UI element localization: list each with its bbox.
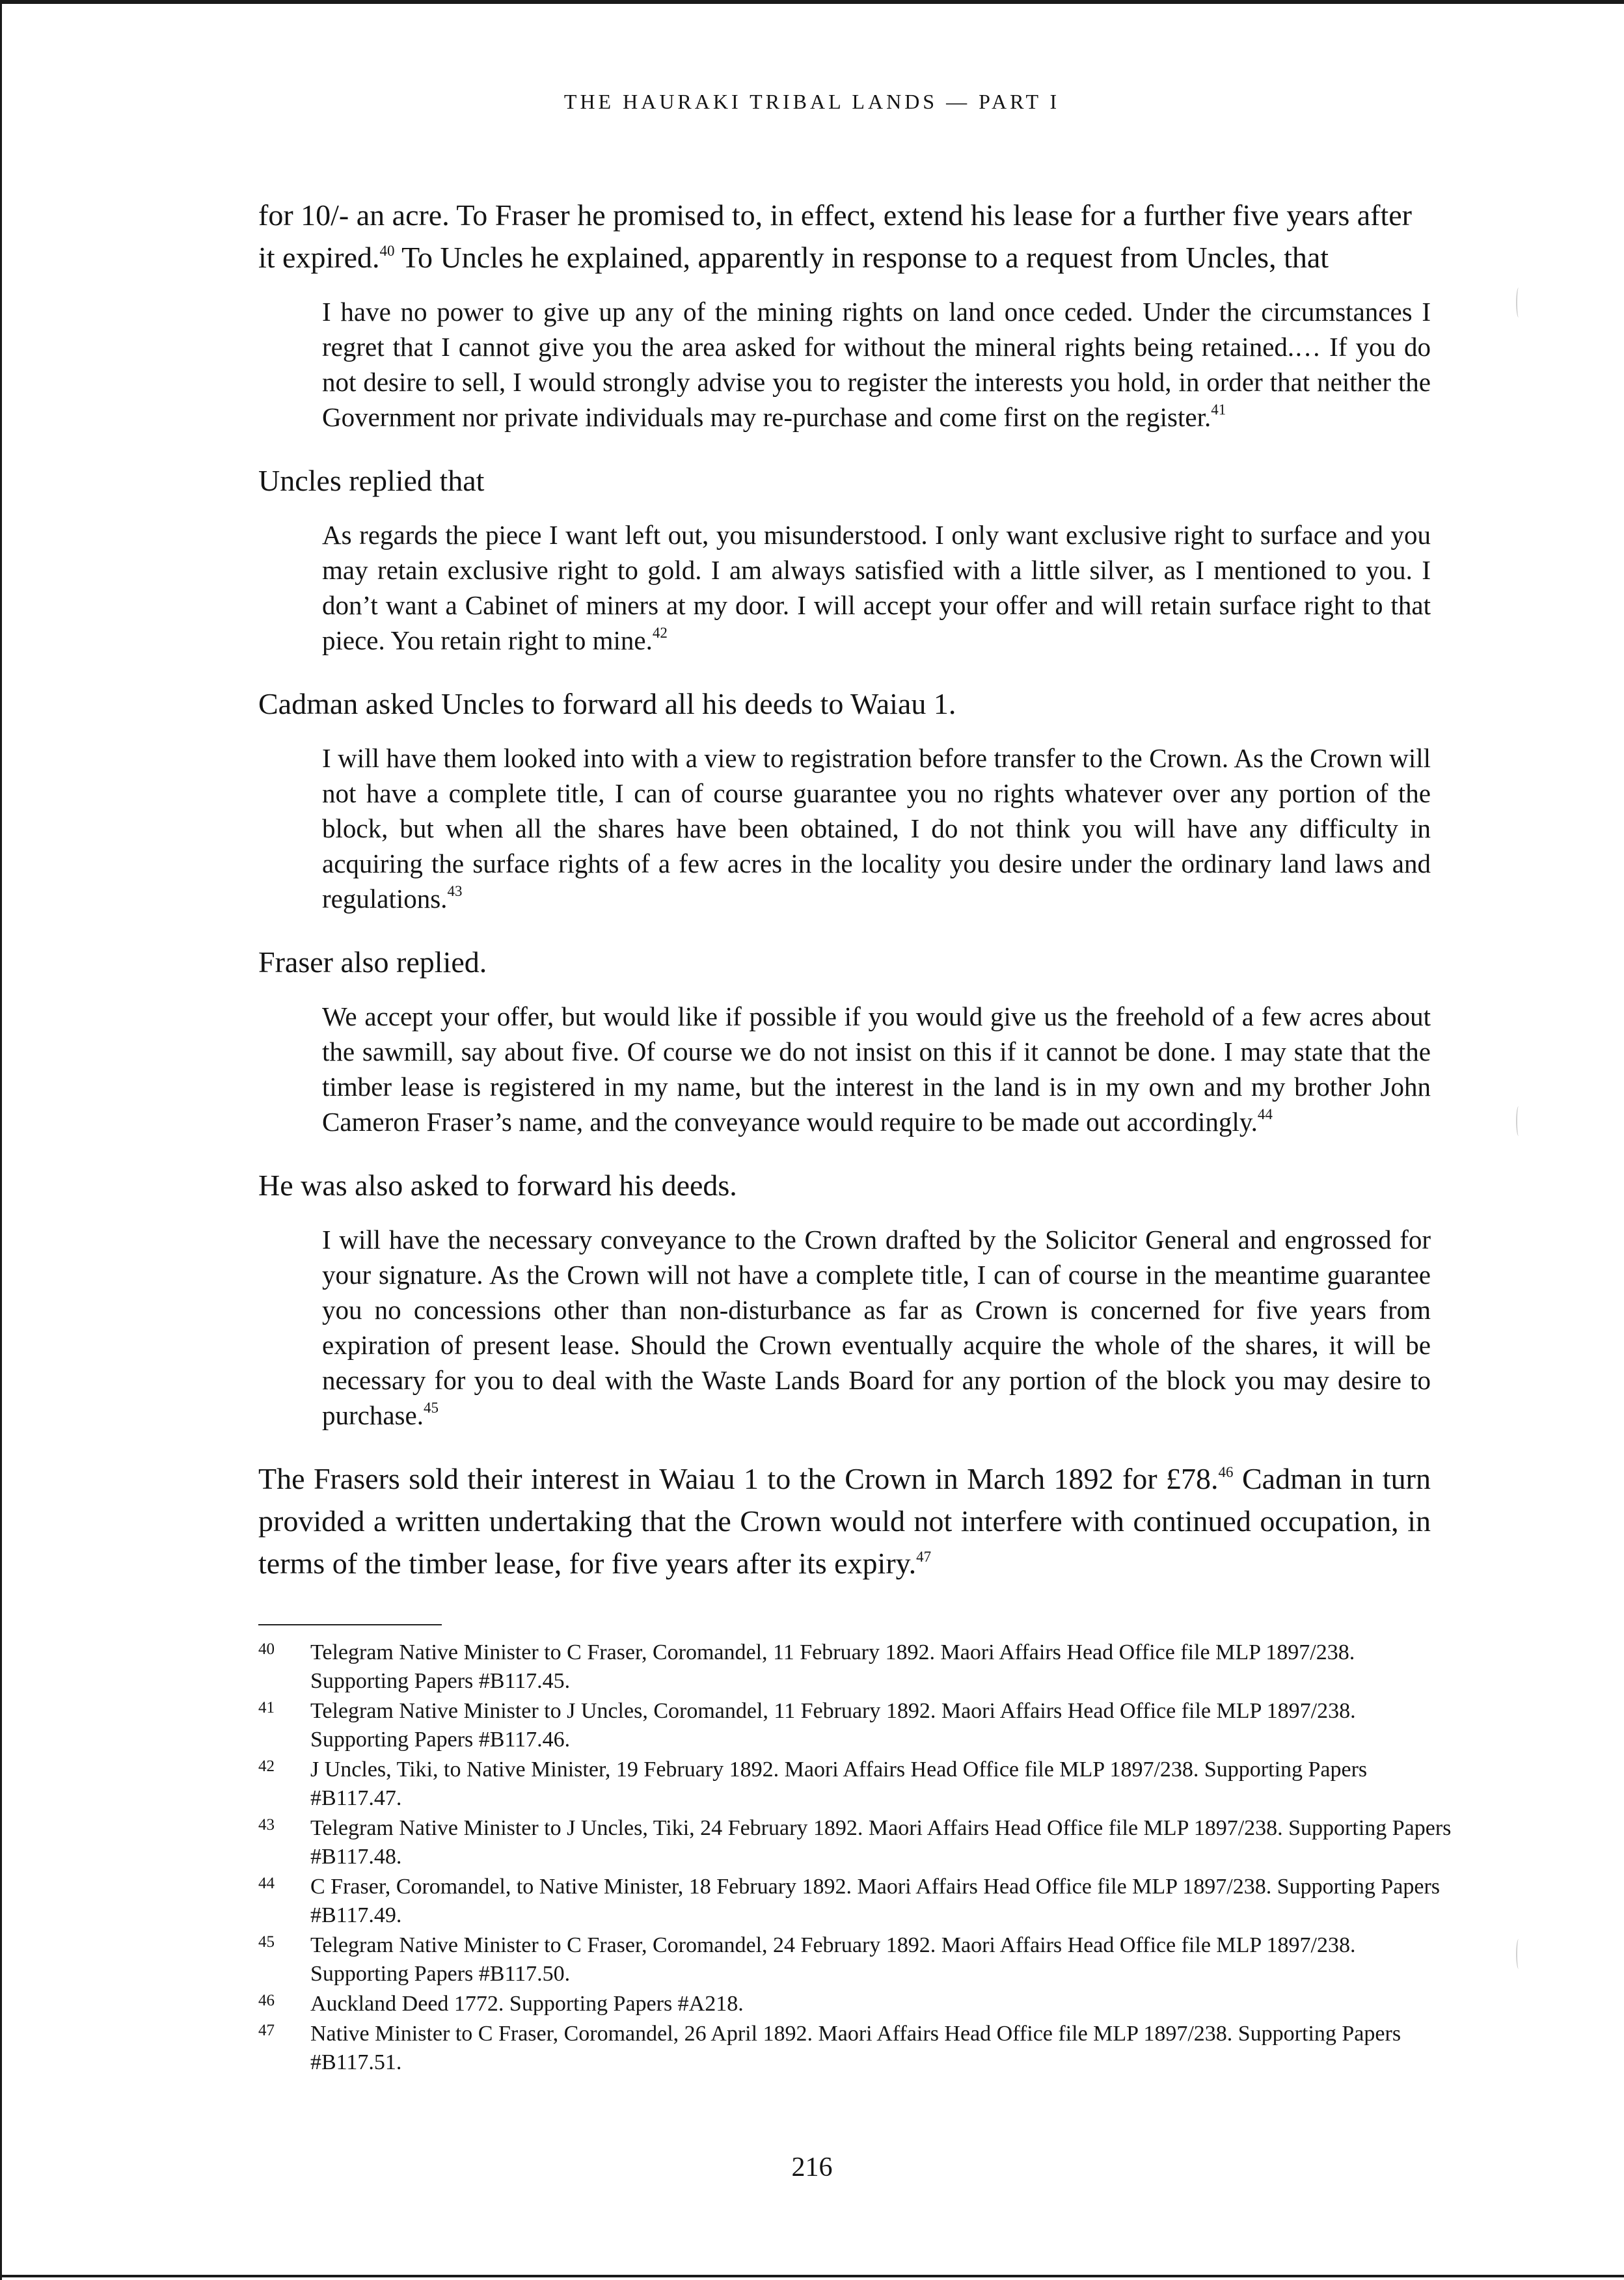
footnote-number: 43 xyxy=(258,1816,275,1834)
quote-text: As regards the piece I want left out, you misunderstood. I only want exclusive right to surface and you may retain exclusive right to gold. I am always satisfied with a little silver, as I mentioned to you. I don’t want a Cabinet of miners at my door. I will accept your offer and will retain surface right to that piece. You retain right to mine. xyxy=(322,520,1431,655)
footnote-ref: 45 xyxy=(423,1400,439,1416)
footnote-ref: 44 xyxy=(1257,1106,1273,1122)
block-quote xyxy=(322,517,1431,658)
footnote-text: J Uncles, Tiki, to Native Minister, 19 February 1892. Maori Affairs Head Office file MLP 1897/238. Supporting Papers #B117.47. xyxy=(310,1758,1368,1810)
footnote-text: Telegram Native Minister to J Uncles, Coromandel, 11 February 1892. Maori Affairs Head Office file MLP 1897/238. Supporting Papers #B117.46. xyxy=(310,1699,1356,1752)
footnote-ref: 41 xyxy=(1211,401,1226,418)
lead-in-text: Uncles replied that xyxy=(258,464,485,497)
quote-text: We accept your offer, but would like if possible if you would give us the freehold of a few acres about the sawmill, say about five. Of course we do not insist on this if it cannot be done. I may state that the timber lease is registered in my name, but the interest in the land is in my own and my brother John Cameron Fraser’s name, and the conveyance would require to be made out accordingly. xyxy=(322,1001,1431,1137)
footnote-text: C Fraser, Coromandel, to Native Minister, 18 February 1892. Maori Affairs Head Office file MLP 1897/238. Supporting Papers #B117.49. xyxy=(310,1875,1441,1927)
footnote-text: Auckland Deed 1772. Supporting Papers #A218. xyxy=(310,1992,744,2016)
block-quote xyxy=(322,294,1431,435)
footnote-number: 46 xyxy=(258,1992,275,2009)
footnote xyxy=(258,1814,1455,1871)
paragraph-text: for 10/- an acre. To Fraser he promised to, in effect, extend his lease for a further five years after it expired. xyxy=(258,198,1412,274)
footnote xyxy=(258,1697,1455,1754)
scan-top-edge xyxy=(0,0,1624,4)
footnote xyxy=(258,2020,1455,2077)
footnote-ref: 43 xyxy=(447,883,463,899)
scan-bottom-edge xyxy=(0,2275,1624,2277)
running-head: THE HAURAKI TRIBAL LANDS — PART I xyxy=(563,90,1061,113)
footnote-divider xyxy=(258,1624,442,1625)
footnote xyxy=(258,1873,1455,1930)
lead-in-text: Cadman asked Uncles to forward all his deeds to Waiau 1. xyxy=(258,687,956,720)
footnote-number: 41 xyxy=(258,1699,275,1717)
footnote xyxy=(258,1638,1455,1696)
footnote xyxy=(258,1756,1455,1813)
lead-in-text: Fraser also replied. xyxy=(258,945,487,979)
paragraph-text: Cadman in turn provided a written undertaking that the Crown would not interfere with continued occupation, in terms of the timber lease, for five years after its expiry. xyxy=(258,1462,1431,1580)
quote-text: I have no power to give up any of the mining rights on land once ceded. Under the circumstances I regret that I cannot give you the area asked for without the mineral rights being retained.… If you do not desire to sell, I would strongly advise you to register the interests you hold, in order that neither the Government nor private individuals may re-purchase and come first on the register. xyxy=(322,297,1431,432)
footnote-text: Telegram Native Minister to J Uncles, Tiki, 24 February 1892. Maori Affairs Head Office file MLP 1897/238. Supporting Papers #B117.48. xyxy=(310,1816,1452,1869)
footnote-text: Native Minister to C Fraser, Coromandel, 26 April 1892. Maori Affairs Head Office file MLP 1897/238. Supporting Papers #B117.51. xyxy=(310,2022,1401,2074)
footnote-ref: 47 xyxy=(916,1549,932,1565)
paragraph-text: The Frasers sold their interest in Waiau 1 to the Crown in March 1892 for £78. xyxy=(258,1462,1219,1495)
quote-text: I will have the necessary conveyance to the Crown drafted by the Solicitor General and engrossed for your signature. As the Crown will not have a complete title, I can of course in the meantime guarantee you no concessions other than non-disturbance as far as Crown is concerned for five years from expiration of present lease. Should the Crown eventually acquire the whole of the shares, it will be necessary for you to deal with the Waste Lands Board for any portion of the block you may desire to purchase. xyxy=(322,1225,1431,1430)
scan-left-edge xyxy=(0,0,2,2280)
lead-in-text: He was also asked to forward his deeds. xyxy=(258,1169,737,1202)
footnote-number: 40 xyxy=(258,1640,275,1658)
paragraph-text: To Uncles he explained, apparently in response to a request from Uncles, that xyxy=(394,241,1329,274)
footnote-ref: 46 xyxy=(1218,1464,1234,1480)
quote-text: I will have them looked into with a view to registration before transfer to the Crown. As the Crown will not have a complete title, I can of course guarantee you no rights whatever over any portion of the block, but when all the shares have been obtained, I do not think you will have any difficulty in acquiring the surface rights of a few acres in the locality you desire under the ordinary land laws and regulations. xyxy=(322,743,1431,914)
footnote-number: 45 xyxy=(258,1933,275,1951)
block-quote xyxy=(322,999,1431,1139)
footnote-number: 44 xyxy=(258,1875,275,1892)
margin-scan-mark xyxy=(1516,1106,1521,1136)
footnotes xyxy=(258,1638,1455,2078)
block-quote xyxy=(322,1222,1431,1433)
footnote-text: Telegram Native Minister to C Fraser, Coromandel, 24 February 1892. Maori Affairs Head Office file MLP 1897/238. Supporting Papers #B117.50. xyxy=(310,1933,1356,1986)
body-paragraph xyxy=(258,194,1431,278)
footnote xyxy=(258,1990,1455,2018)
margin-scan-mark xyxy=(1516,1939,1521,1969)
footnote-number: 42 xyxy=(258,1758,275,1775)
margin-scan-mark xyxy=(1516,288,1521,318)
body-paragraph xyxy=(258,1458,1431,1584)
footnote-ref: 40 xyxy=(379,243,395,259)
block-quote xyxy=(322,740,1431,916)
footnote-text: Telegram Native Minister to C Fraser, Coromandel, 11 February 1892. Maori Affairs Head Office file MLP 1897/238. Supporting Papers #B117.45. xyxy=(310,1640,1355,1693)
page-number: 216 xyxy=(791,2152,833,2182)
footnote-number: 47 xyxy=(258,2022,275,2039)
footnote-ref: 42 xyxy=(652,625,668,641)
footnote xyxy=(258,1931,1455,1988)
page-body xyxy=(258,194,1431,1584)
